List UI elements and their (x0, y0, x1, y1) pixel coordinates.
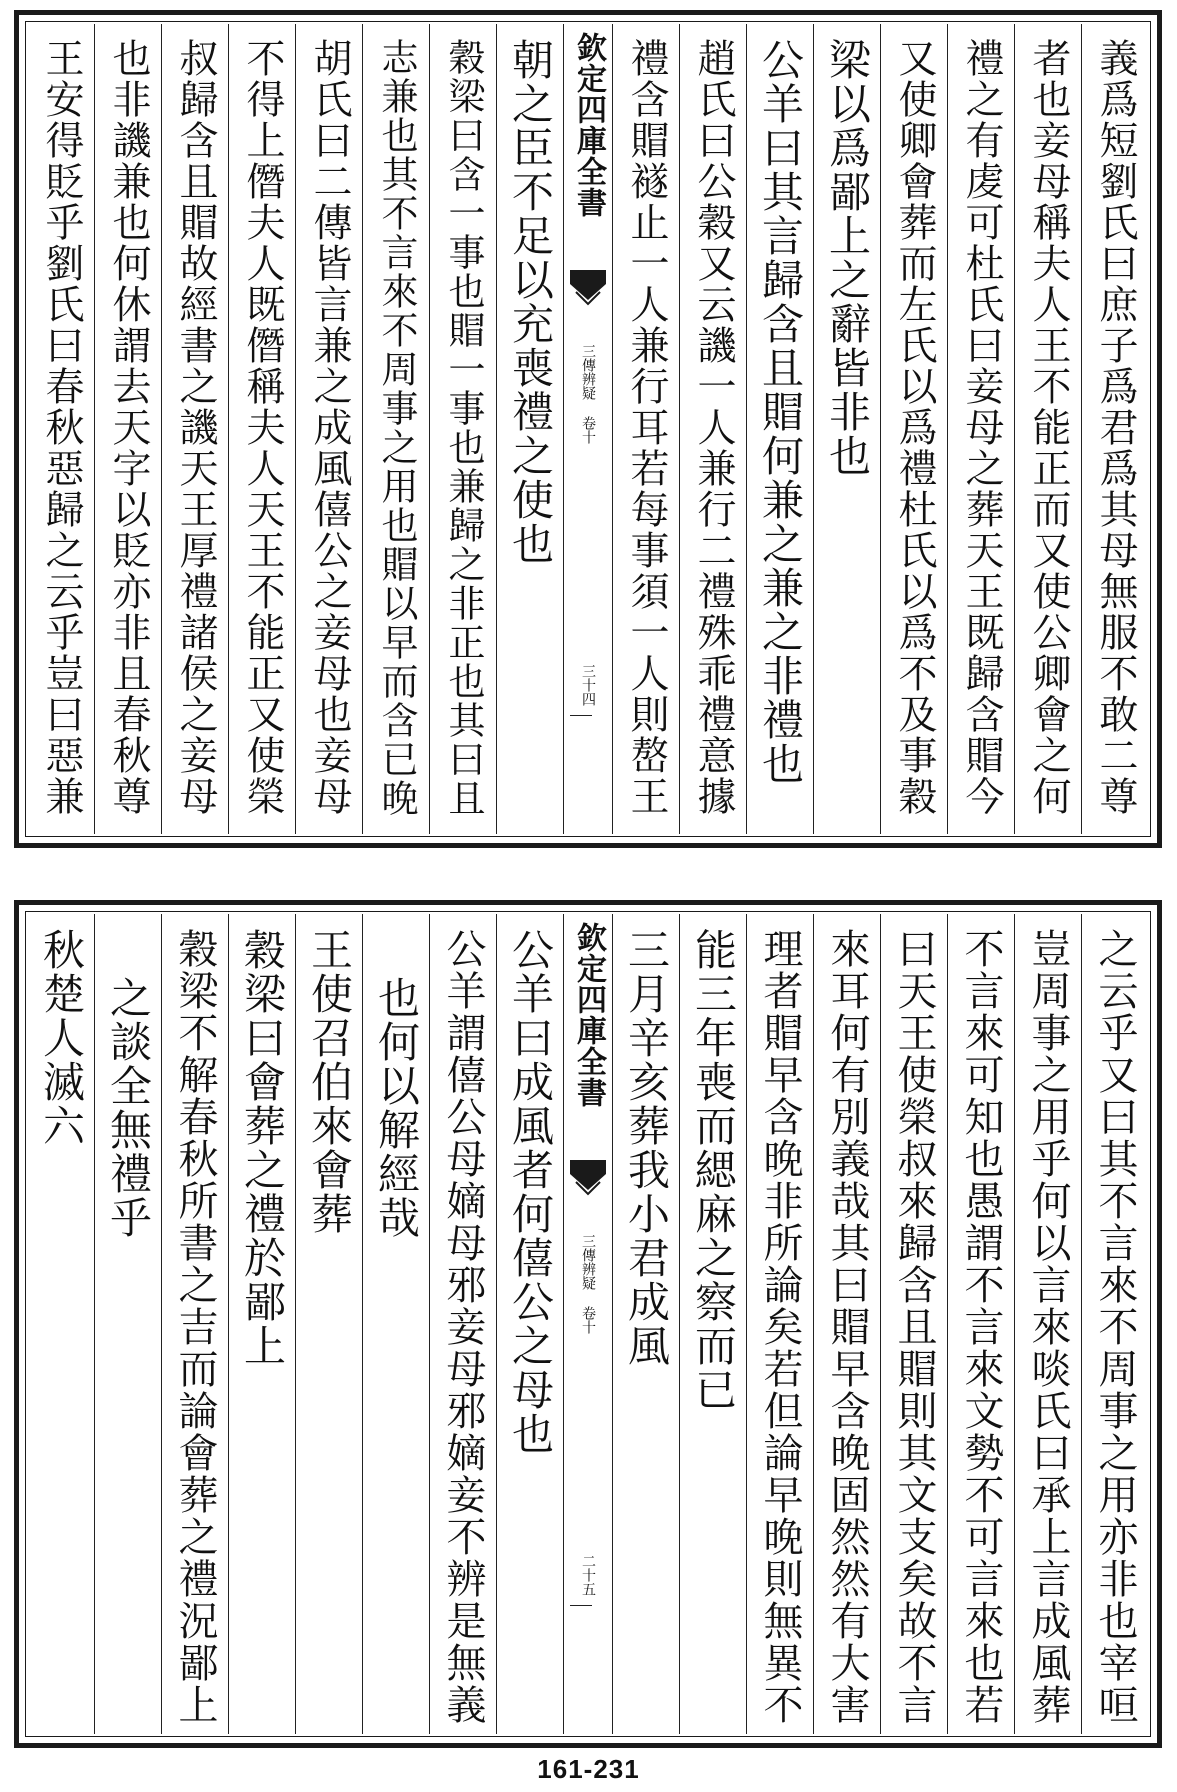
column-text: 禮含賵襚止一人兼行耳若每事須一人則嶅王 (624, 38, 669, 817)
text-column (496, 914, 563, 1734)
center-fold-column (563, 914, 612, 1734)
column-text: 曰天王使榮叔來歸含且賵則其文支矣故不言 (891, 928, 937, 1726)
text-column (362, 24, 429, 834)
text-column (28, 24, 94, 834)
column-text: 梁以爲鄙上之辭皆非也 (823, 38, 872, 478)
text-columns (28, 914, 1148, 1734)
text-column (295, 914, 362, 1734)
column-text: 三月辛亥葬我小君成風 (622, 928, 671, 1368)
column-text: 理者賵早含晚非所論矣若但論早晚則無異不 (757, 928, 803, 1726)
center-fold-column (563, 24, 612, 834)
upper-page (14, 10, 1162, 848)
text-column (679, 914, 746, 1734)
text-column (28, 914, 94, 1734)
text-column (880, 914, 947, 1734)
column-text: 公羊謂僖公母嫡母邪妾母邪嫡妾不辨是無義 (440, 928, 486, 1726)
fishtail-mark-icon (570, 270, 606, 310)
column-text: 趙氏曰公穀又云譏一人兼行二禮殊乖禮意據 (691, 38, 736, 817)
book-title: 欽定四庫全書 (571, 32, 606, 218)
text-column (362, 914, 429, 1734)
column-text: 能三年喪而緦麻之察而已 (689, 928, 738, 1412)
column-text: 公羊曰其言歸含且賵何兼之兼之非禮也 (756, 38, 805, 786)
column-text: 穀梁不解春秋所書之吉而論會葬之禮況鄙上 (172, 928, 218, 1726)
column-text: 不得上僭夫人既僭稱夫人天王不能正又使榮 (240, 38, 285, 817)
column-text: 者也妾母稱夫人王不能正而又使公卿會之何 (1026, 38, 1071, 817)
column-text: 志兼也其不言來不周事之用也賵以早而含已晚 (375, 38, 418, 818)
folio-number: 二十五 (580, 1554, 596, 1596)
column-text: 義爲短劉氏曰庶子爲君爲其母無服不敢二尊 (1093, 38, 1138, 817)
text-column (612, 24, 679, 834)
column-text: 不言來可知也愚謂不言來文勢不可言來也若 (958, 928, 1004, 1726)
text-column (1081, 24, 1148, 834)
text-column (161, 914, 228, 1734)
text-column (94, 914, 161, 1734)
text-column (813, 914, 880, 1734)
column-text: 之云乎又曰其不言來不周事之用亦非也宰咺 (1092, 928, 1138, 1726)
column-text: 來耳何有別義哉其曰賵早含晚固然然有大害 (824, 928, 870, 1726)
text-column (228, 914, 295, 1734)
column-text: 豈周事之用乎何以言來啖氏曰承上言成風葬 (1025, 928, 1071, 1726)
text-column (429, 914, 496, 1734)
page-number: 161-231 (537, 1754, 640, 1784)
text-column (1014, 24, 1081, 834)
book-title: 欽定四庫全書 (571, 922, 606, 1108)
volume-label: 三傳辨疑 卷十 (580, 344, 596, 444)
text-column (496, 24, 563, 834)
column-text: 穀梁曰會葬之禮於鄙上 (238, 928, 287, 1368)
text-column (746, 24, 813, 834)
column-text: 秋楚人滅六 (37, 928, 86, 1148)
text-column (429, 24, 496, 834)
column-text: 穀梁曰含一事也賵一事也兼歸之非正也其曰且 (442, 38, 485, 818)
text-column (813, 24, 880, 834)
folio-number: 三十四 (580, 664, 596, 706)
text-column (746, 914, 813, 1734)
column-text: 朝之臣不足以充喪禮之使也 (506, 38, 555, 566)
text-column (612, 914, 679, 1734)
text-column (1081, 914, 1148, 1734)
text-column (295, 24, 362, 834)
column-text: 禮之有䖍可杜氏曰妾母之葬天王既歸含賵今 (959, 38, 1004, 817)
text-column (679, 24, 746, 834)
column-text: 胡氏曰二傳皆言兼之成風僖公之妾母也妾母 (307, 38, 352, 817)
lower-page (14, 900, 1162, 1748)
column-text: 之談全無禮乎 (104, 976, 153, 1240)
text-column (161, 24, 228, 834)
volume-label: 三傳辨疑 卷十 (580, 1234, 596, 1334)
column-text: 也何以解經哉 (372, 976, 421, 1240)
column-text: 也非譏兼也何休謂去天字以貶亦非且春秋尊 (106, 38, 151, 817)
text-column (94, 24, 161, 834)
text-column (880, 24, 947, 834)
text-columns (28, 24, 1148, 834)
column-text: 王使召伯來會葬 (305, 928, 354, 1236)
column-text: 叔歸含且賵故經書之譏天王厚禮諸侯之妾母 (173, 38, 218, 817)
column-text: 公羊曰成風者何僖公之母也 (506, 928, 555, 1456)
text-column (947, 914, 1014, 1734)
text-column (947, 24, 1014, 834)
text-column (1014, 914, 1081, 1734)
column-text: 王安得貶乎劉氏曰春秋惡歸之云乎豈曰惡兼 (39, 38, 84, 817)
column-text: 又使卿會葬而左氏以爲禮杜氏以爲不及事穀 (892, 38, 937, 817)
text-column (228, 24, 295, 834)
fishtail-mark-icon (570, 1160, 606, 1200)
